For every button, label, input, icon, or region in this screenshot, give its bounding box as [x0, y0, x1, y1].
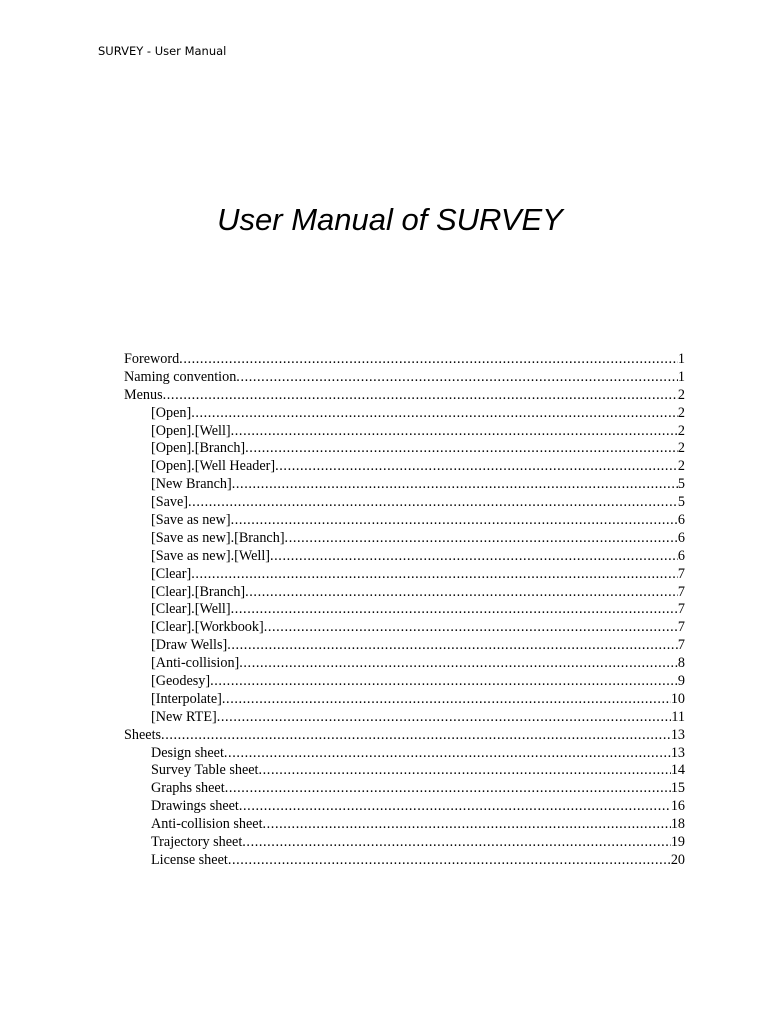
toc-entry[interactable]: [124, 405, 685, 423]
toc-entry-title: [Save as new]: [151, 512, 231, 529]
toc-entry-title: [Save]: [151, 494, 189, 511]
toc-dot-leader: [242, 834, 671, 852]
toc-dot-leader: [191, 405, 678, 423]
toc-entry[interactable]: [124, 494, 685, 512]
toc-page-number: 18: [670, 816, 685, 833]
toc-dot-leader: [275, 458, 678, 476]
toc-entry[interactable]: [124, 601, 685, 619]
toc-dot-leader: [270, 548, 678, 566]
toc-page-number: 15: [670, 780, 685, 797]
toc-page-number: 5: [677, 476, 685, 493]
toc-entry[interactable]: [124, 351, 685, 369]
toc-entry-title: [New RTE]: [151, 708, 217, 725]
toc-dot-leader: [245, 584, 678, 602]
toc-entry[interactable]: [124, 387, 685, 405]
table-of-contents: [124, 351, 685, 870]
toc-dot-leader: [210, 673, 678, 691]
toc-dot-leader: [191, 566, 678, 584]
toc-page-number: 7: [677, 601, 685, 618]
toc-dot-leader: [264, 619, 678, 637]
toc-entry-title: Menus: [124, 386, 163, 403]
toc-entry[interactable]: [124, 530, 685, 548]
toc-entry-title: [Interpolate]: [151, 690, 222, 707]
toc-entry[interactable]: [124, 548, 685, 566]
toc-entry[interactable]: [124, 673, 685, 691]
toc-entry-title: [Geodesy]: [151, 673, 211, 690]
toc-entry-title: [Open].[Well Header]: [151, 458, 276, 475]
toc-entry[interactable]: [124, 816, 685, 834]
toc-dot-leader: [232, 476, 678, 494]
toc-page-number: 10: [670, 690, 685, 707]
toc-page-number: 13: [670, 726, 685, 743]
toc-page-number: 2: [677, 404, 685, 421]
toc-entry-title: [Open].[Branch]: [151, 440, 246, 457]
toc-page-number: 19: [670, 834, 685, 851]
toc-page-number: 5: [677, 494, 685, 511]
toc-dot-leader: [245, 440, 678, 458]
toc-entry[interactable]: [124, 852, 685, 870]
document-title: User Manual of SURVEY: [217, 202, 563, 237]
toc-dot-leader: [225, 780, 671, 798]
toc-dot-leader: [161, 727, 671, 745]
toc-entry[interactable]: [124, 762, 685, 780]
toc-page-number: 2: [677, 458, 685, 475]
toc-entry[interactable]: [124, 584, 685, 602]
toc-page-number: 2: [677, 422, 685, 439]
toc-page-number: 6: [677, 547, 685, 564]
toc-entry-title: Trajectory sheet: [151, 834, 243, 851]
toc-entry-title: Anti-collision sheet: [151, 816, 263, 833]
running-header: SURVEY - User Manual: [98, 44, 227, 58]
toc-dot-leader: [163, 387, 678, 405]
toc-entry[interactable]: [124, 691, 685, 709]
toc-dot-leader: [236, 369, 678, 387]
toc-page-number: 8: [677, 655, 685, 672]
toc-page-number: 6: [677, 529, 685, 546]
toc-entry-title: [Clear].[Well]: [151, 601, 231, 618]
toc-entry-title: [Clear].[Workbook]: [151, 619, 264, 636]
toc-dot-leader: [259, 762, 671, 780]
toc-entry-title: Survey Table sheet: [151, 762, 259, 779]
toc-entry[interactable]: [124, 834, 685, 852]
toc-entry[interactable]: [124, 727, 685, 745]
toc-entry[interactable]: [124, 655, 685, 673]
toc-dot-leader: [239, 798, 671, 816]
toc-entry[interactable]: [124, 476, 685, 494]
toc-entry-title: Drawings sheet: [151, 798, 239, 815]
toc-dot-leader: [179, 351, 678, 369]
toc-page-number: 14: [670, 762, 685, 779]
toc-entry-title: Naming convention: [124, 368, 237, 385]
toc-entry-title: [Open]: [151, 404, 192, 421]
toc-page-number: 7: [677, 619, 685, 636]
toc-dot-leader: [231, 512, 678, 530]
toc-dot-leader: [285, 530, 678, 548]
toc-page-number: 1: [677, 351, 685, 367]
toc-dot-leader: [231, 423, 678, 441]
toc-entry[interactable]: [124, 440, 685, 458]
toc-page-number: 9: [677, 673, 685, 690]
toc-page-number: 6: [677, 512, 685, 529]
toc-entry[interactable]: [124, 798, 685, 816]
toc-page-number: 2: [677, 440, 685, 457]
toc-dot-leader: [263, 816, 671, 834]
toc-page-number: 7: [677, 583, 685, 600]
toc-entry[interactable]: [124, 369, 685, 387]
toc-entry[interactable]: [124, 423, 685, 441]
toc-page-number: 20: [670, 851, 685, 868]
toc-page-number: 11: [671, 708, 685, 725]
toc-page-number: 2: [677, 386, 685, 403]
toc-page-number: 7: [677, 565, 685, 582]
toc-entry-title: [Save as new].[Well]: [151, 547, 271, 564]
toc-entry-title: Foreword: [124, 351, 180, 367]
toc-entry-title: [Clear].[Branch]: [151, 583, 246, 600]
toc-entry-title: [Anti-collision]: [151, 655, 240, 672]
toc-entry-title: License sheet: [151, 851, 228, 868]
toc-entry-title: [New Branch]: [151, 476, 232, 493]
toc-entry-title: [Save as new].[Branch]: [151, 529, 285, 546]
toc-dot-leader: [227, 637, 678, 655]
toc-page-number: 13: [670, 744, 685, 761]
toc-entry[interactable]: [124, 566, 685, 584]
toc-entry[interactable]: [124, 709, 685, 727]
toc-entry-title: [Draw Wells]: [151, 637, 228, 654]
toc-page-number: 16: [670, 798, 685, 815]
toc-dot-leader: [231, 601, 678, 619]
toc-entry-title: [Open].[Well]: [151, 422, 231, 439]
toc-dot-leader: [217, 709, 672, 727]
toc-entry-title: Design sheet: [151, 744, 224, 761]
toc-dot-leader: [224, 745, 671, 763]
toc-entry[interactable]: [124, 745, 685, 763]
toc-page-number: 1: [677, 368, 685, 385]
toc-entry[interactable]: [124, 512, 685, 530]
toc-dot-leader: [188, 494, 678, 512]
toc-entry-title: Graphs sheet: [151, 780, 225, 797]
toc-entry[interactable]: [124, 637, 685, 655]
toc-dot-leader: [222, 691, 671, 709]
toc-entry[interactable]: [124, 780, 685, 798]
toc-entry[interactable]: [124, 619, 685, 637]
toc-entry-title: [Clear]: [151, 565, 192, 582]
toc-entry[interactable]: [124, 458, 685, 476]
toc-page-number: 7: [677, 637, 685, 654]
toc-entry-title: Sheets: [124, 726, 162, 743]
toc-dot-leader: [239, 655, 678, 673]
toc-dot-leader: [228, 852, 671, 870]
